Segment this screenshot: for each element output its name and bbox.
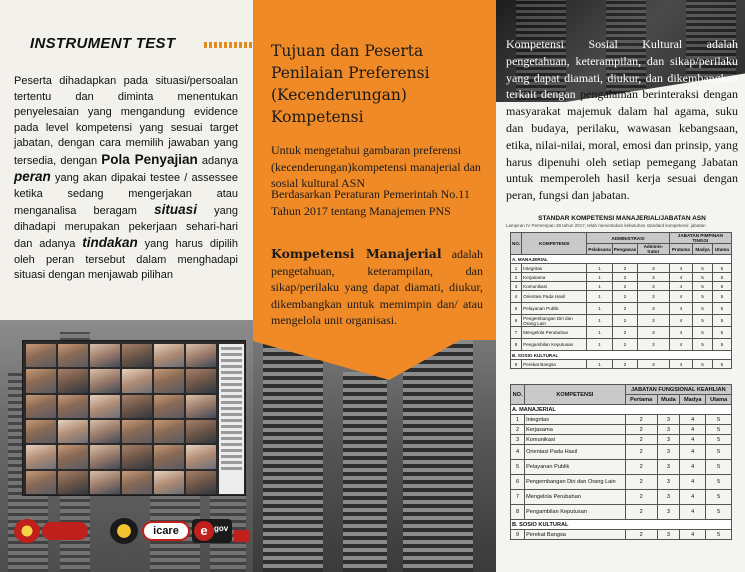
table-row: 6 Pengembangan Diri dan Orang Lain 2 3 4 5: [511, 475, 732, 490]
col-no: NO.: [511, 385, 525, 405]
table-title: STANDAR KOMPETENSI MANAJERIAL/JABATAN ASN: [538, 215, 706, 222]
col-group-jf: JABATAN FUNGSIONAL KEAHLIAN: [625, 385, 731, 395]
section-title: INSTRUMENT TEST: [30, 35, 176, 52]
table-row: 4 Orientasi Pada Hasil 2 3 4 5: [511, 445, 732, 460]
flag-logo: [234, 530, 250, 542]
instrument-description: [14, 74, 238, 284]
government-seal-logo: [110, 518, 138, 544]
table-subtitle: Lampiran IV Permenpan 38 tahun 2017, telah menentukan kebutuhan standard kompetensi: jabatan: [506, 223, 706, 228]
definition-text: adalah pengetahuan, keterampilan, dan sikap/perilaku yang dapat diamati, diukur, dikembangkan untuk memimpin dan/ atau mengelola unit organisasi.: [271, 247, 483, 327]
table-row: 9 Perekat Bangsa 1 2 3 4 5 5: [511, 360, 732, 369]
section-header: [0, 33, 253, 55]
table-row: 5 Pelayanan Publik 1 2 3 4 5 5: [511, 303, 732, 315]
regulation-text: Berdasarkan Peraturan Pemerintah No.11 Tahun 2017 tentang Manajemen PNS: [271, 187, 470, 218]
text-segment: adanya: [197, 154, 238, 167]
participant-grid: [26, 344, 216, 494]
section-row: B. SOSIO KULTURAL: [511, 351, 732, 360]
emphasis-pola-penyajian: Pola Penyajian: [101, 151, 198, 167]
table-row: 3 Komunikasi 1 2 3 4 5 5: [511, 282, 732, 291]
col-header: Utama: [712, 244, 731, 255]
col-kompetensi: KOMPETENSI: [522, 233, 587, 255]
sosial-kultural-definition: [506, 36, 738, 204]
table-row: 4 Orientasi Pada Hasil 1 2 3 4 5 5: [511, 291, 732, 303]
table-row: 8 Pengambilan Keputusan 1 2 3 4 5 5: [511, 339, 732, 351]
partner-logos: [14, 516, 244, 546]
participant-list-panel: [219, 344, 244, 494]
col-header: Pertama: [625, 395, 657, 405]
emphasis-tindakan: tindakan: [82, 235, 138, 250]
panel-sosial-kultural: [496, 0, 745, 572]
table-row: 3 Komunikasi 2 3 4 5: [511, 435, 732, 445]
col-header: Madya: [680, 395, 706, 405]
panel-instrument-test: [0, 0, 253, 572]
table-row: 7 Mengelola Perubahan 2 3 4 5: [511, 490, 732, 505]
panel-tujuan-peserta: [253, 0, 496, 572]
section-row: A. MANAJERIAL: [511, 405, 732, 415]
text-segment: yang harus dipilih oleh peran tersebut dalam menghadapi situasi dengan menjawab pilihan: [14, 238, 238, 281]
egov-logo: e gov: [192, 519, 232, 543]
col-header: Pratama: [669, 244, 693, 255]
col-group-administrasi: ADMINISTRASI: [587, 233, 669, 244]
table-row: 2 Kerjasama 2 3 4 5: [511, 425, 732, 435]
text-segment: yang akan dipakai testee / assessee ketika sedang mengerjakan atau menganalisa beragam: [14, 172, 238, 217]
video-conference-screenshot: [22, 340, 246, 496]
col-no: NO.: [511, 233, 522, 255]
panel-title: Tujuan dan Peserta Penilaian Preferensi (Kecenderungan) Kompetensi: [271, 42, 430, 126]
table-row: 1 Integritas 1 2 3 4 5 5: [511, 264, 732, 273]
text-segment: yang dihadapi merupakan pekerjaan sehari-hari dan adanya: [14, 205, 238, 250]
definition-text-on-dark: Kompetensi Sosial Kultural adalah pengetahuan, keterampilan, dan sikap/perilaku yang dapat diamati, diukur, dan dikembangkan terkait dengan: [506, 37, 738, 102]
col-group-jpt: JABATAN PIMPINAN TINGGI: [669, 233, 731, 244]
table-body-manajerial: [511, 264, 732, 351]
col-kompetensi: KOMPETENSI: [525, 385, 626, 405]
table-jabatan-fungsional: [510, 384, 732, 540]
text-segment: Peserta dihadapkan pada situasi/persoalan tertentu dan diminta menentukan penyelesaian yang mengandung evidence pada level kompetensi yang sesuai target jabatan, dengan cara memilih jawaban yang tersedia, dengan: [14, 75, 238, 167]
emphasis-peran: peran: [14, 169, 51, 184]
col-header: Pelaksana: [587, 244, 612, 255]
icare-logo: icare: [142, 521, 190, 541]
table-row: 5 Pelayanan Publik 2 3 4 5: [511, 460, 732, 475]
col-header: Adminis-trator: [638, 244, 669, 255]
purpose-text: Untuk mengetahui gambaran preferensi (kecenderungan)kompetensi manajerial dan sosial kultural ASN: [271, 143, 481, 190]
col-header: Utama: [706, 395, 732, 405]
table-row: 9 Perekat Bangsa 2 3 4 5: [511, 530, 732, 540]
institution-emblem-logo: [14, 519, 40, 543]
col-header: Pengawas: [612, 244, 637, 255]
table-row: 2 Kerjasama 1 2 3 4 5 5: [511, 273, 732, 282]
table-row: 6 Pengembangan Diri dan Orang Lain 1 2 3 4 5 5: [511, 315, 732, 327]
section-row: B. SOSIO KULTURAL: [511, 520, 732, 530]
section-row: A. MANAJERIAL: [511, 255, 732, 264]
decorative-stripe: [204, 42, 253, 48]
emphasis-situasi: situasi: [154, 202, 197, 217]
col-header: Madya: [693, 244, 712, 255]
table-row: 7 Mengelola Perubahan 1 2 3 4 5 5: [511, 327, 732, 339]
definition-text: pengalaman berinteraksi dengan masyarakat majemuk dalam hal agama, suku dan budaya, perilaku, wawasan kebangsaan, etika, nilai-nilai, moral, emosi dan prinsip, yang harus dipenuhi oleh setiap pemegang Jabatan untuk memperoleh hasil kerja sesuai dengan peran, fungsi dan jabatan.: [506, 87, 738, 203]
institution-wordmark-logo: [42, 522, 88, 540]
table-body-manajerial: [511, 415, 732, 520]
manajerial-definition: [271, 246, 483, 329]
col-header: Muda: [657, 395, 679, 405]
table-administrasi-jpt: [510, 232, 732, 369]
term-kompetensi-manajerial: Kompetensi Manajerial: [271, 246, 442, 261]
table-row: 8 Pengambilan Keputusan 2 3 4 5: [511, 505, 732, 520]
table-row: 1 Integritas 2 3 4 5: [511, 415, 732, 425]
